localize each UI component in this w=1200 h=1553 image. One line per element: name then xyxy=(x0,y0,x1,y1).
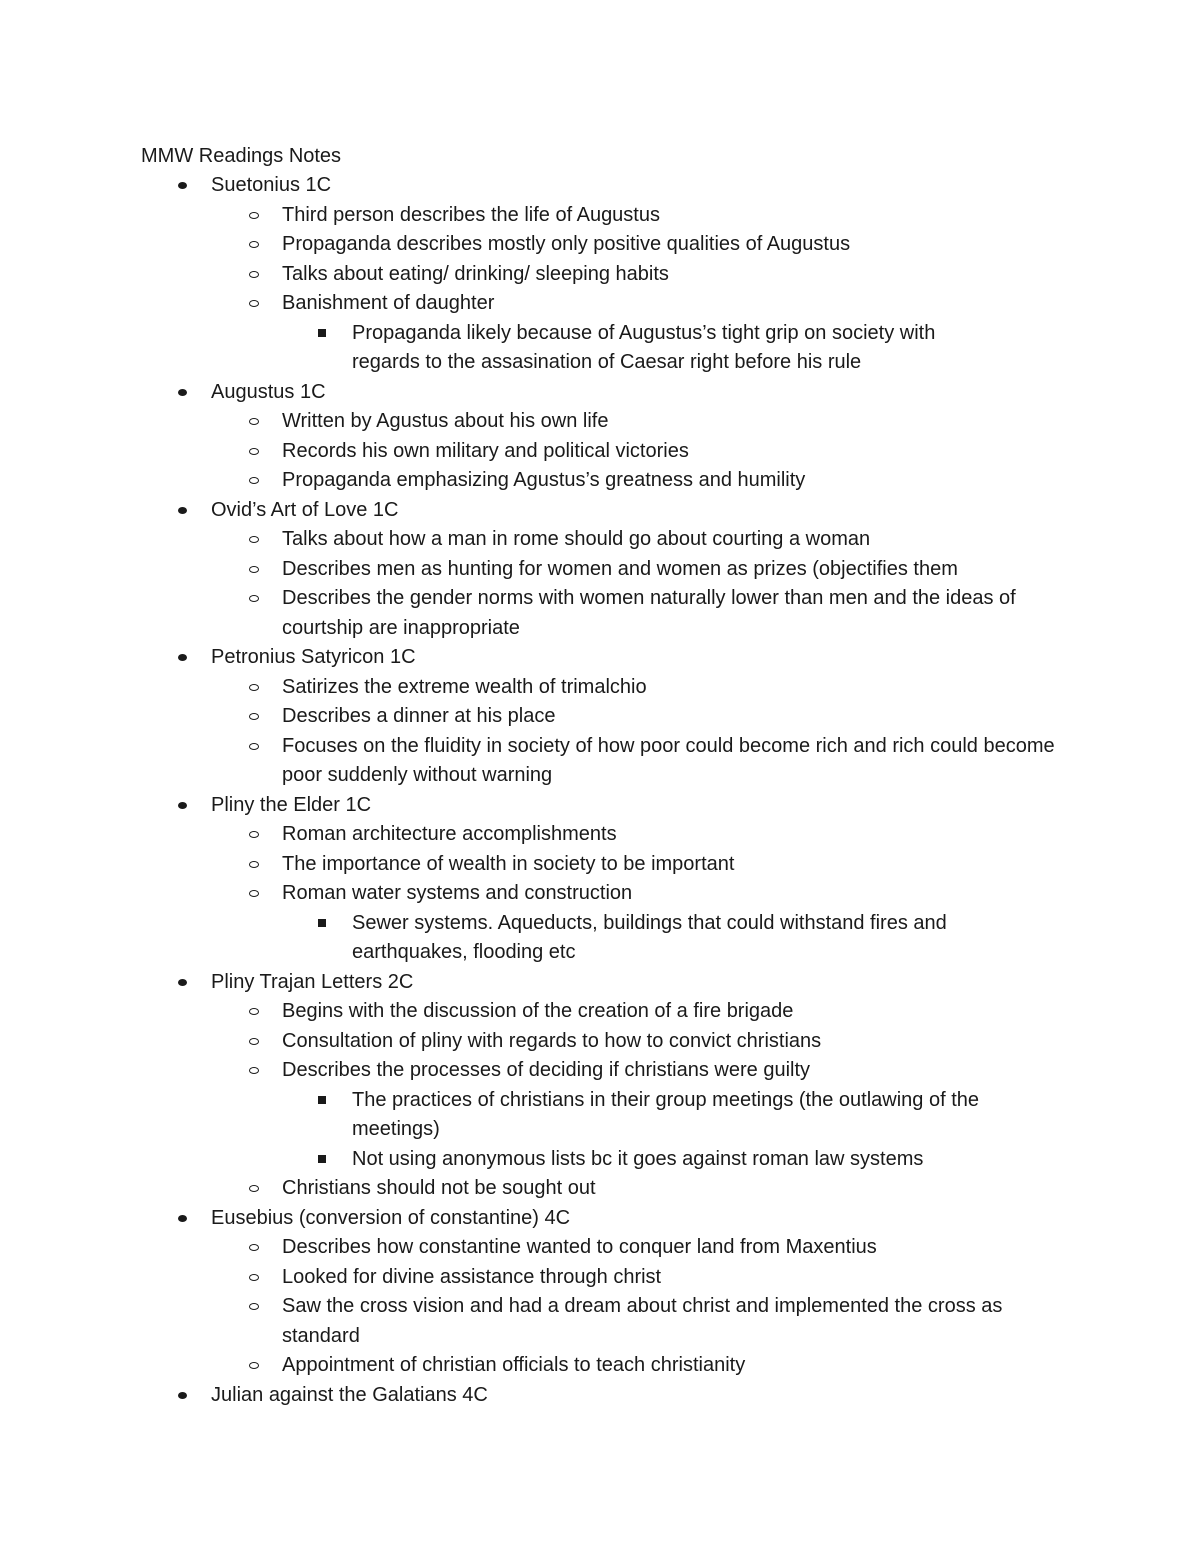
list-item-text: Banishment of daughter xyxy=(282,292,495,314)
list-item-text: Sewer systems. Aqueducts, buildings that could withstand fires and earthquakes, flooding etc xyxy=(352,911,947,963)
hollow-bullet-icon xyxy=(249,1233,259,1263)
list-item-text: Propaganda describes mostly only positive qualities of Augustus xyxy=(282,233,851,255)
filled-bullet-icon xyxy=(178,378,187,408)
list-item xyxy=(0,850,1200,880)
hollow-bullet-icon xyxy=(249,230,259,260)
hollow-bullet-icon xyxy=(249,879,259,909)
list-item-text: Propaganda emphasizing Agustus’s greatness and humility xyxy=(282,469,806,491)
list-item-text: Not using anonymous lists bc it goes against roman law systems xyxy=(352,1147,924,1170)
section-heading xyxy=(0,643,1200,673)
list-item xyxy=(0,879,1200,909)
section-heading xyxy=(0,968,1200,998)
document-title: MMW Readings Notes xyxy=(141,145,342,167)
filled-bullet-icon xyxy=(178,1204,187,1234)
section-heading xyxy=(0,496,1200,526)
list-item xyxy=(0,407,1200,437)
list-item-text: Suetonius 1C xyxy=(211,174,332,196)
list-item-text: Talks about how a man in rome should go about courting a woman xyxy=(282,528,871,550)
list-item-text: Describes the processes of deciding if christians were guilty xyxy=(282,1059,811,1081)
section-heading xyxy=(0,1204,1200,1234)
list-item-text: Talks about eating/ drinking/ sleeping habits xyxy=(282,262,669,285)
list-item xyxy=(0,997,1200,1027)
hollow-bullet-icon xyxy=(249,673,259,703)
hollow-bullet-icon xyxy=(249,850,259,880)
list-item xyxy=(0,1233,1200,1263)
list-item-text: Propaganda likely because of Augustus’s tight grip on society with regards to the assasination of Caesar right before his rule xyxy=(352,321,936,373)
list-item-text: Describes the gender norms with women naturally lower than men and the ideas of courtship are inappropriate xyxy=(282,587,1016,639)
filled-bullet-icon xyxy=(178,1381,187,1411)
hollow-bullet-icon xyxy=(249,260,259,290)
hollow-bullet-icon xyxy=(249,997,259,1027)
list-item xyxy=(0,584,1200,643)
hollow-bullet-icon xyxy=(249,702,259,732)
list-item xyxy=(0,201,1200,231)
sub-list-item xyxy=(0,1086,1200,1145)
list-item-text: Roman architecture accomplishments xyxy=(282,823,617,845)
sub-list-item xyxy=(0,1145,1200,1175)
list-item-text: Describes men as hunting for women and women as prizes (objectifies them xyxy=(282,557,958,580)
list-item xyxy=(0,466,1200,496)
list-item-text: Third person describes the life of Augustus xyxy=(282,203,660,226)
list-item-text: Appointment of christian officials to teach christianity xyxy=(282,1354,746,1376)
section-heading xyxy=(0,378,1200,408)
filled-bullet-icon xyxy=(178,643,187,673)
list-item-text: Christians should not be sought out xyxy=(282,1177,596,1199)
list-item-text: Ovid’s Art of Love 1C xyxy=(211,498,399,521)
list-item-text: Looked for divine assistance through christ xyxy=(282,1265,662,1288)
notes-list xyxy=(0,171,1200,1410)
list-item-text: Eusebius (conversion of constantine) 4C xyxy=(211,1206,571,1229)
square-bullet-icon xyxy=(318,1145,326,1175)
list-item-text: Julian against the Galatians 4C xyxy=(211,1383,488,1406)
filled-bullet-icon xyxy=(178,496,187,526)
list-item-text: Consultation of pliny with regards to how to convict christians xyxy=(282,1029,822,1052)
hollow-bullet-icon xyxy=(249,1027,259,1057)
filled-bullet-icon xyxy=(178,968,187,998)
list-item xyxy=(0,525,1200,555)
list-item-text: Focuses on the fluidity in society of how poor could become rich and rich could become poor suddenly without warning xyxy=(282,734,1055,786)
section-heading xyxy=(0,171,1200,201)
hollow-bullet-icon xyxy=(249,1292,259,1322)
filled-bullet-icon xyxy=(178,171,187,201)
list-item-text: Satirizes the extreme wealth of trimalchio xyxy=(282,675,647,698)
list-item-text: Pliny the Elder 1C xyxy=(211,793,372,816)
list-item-text: Written by Agustus about his own life xyxy=(282,410,609,432)
sub-list-item xyxy=(0,909,1200,968)
list-item-text: Begins with the discussion of the creation of a fire brigade xyxy=(282,1000,794,1022)
hollow-bullet-icon xyxy=(249,1174,259,1204)
list-item xyxy=(0,437,1200,467)
list-item xyxy=(0,1351,1200,1381)
hollow-bullet-icon xyxy=(249,437,259,467)
list-item xyxy=(0,260,1200,290)
list-item-text: Pliny Trajan Letters 2C xyxy=(211,970,414,993)
list-item-text: The practices of christians in their group meetings (the outlawing of the meetings) xyxy=(352,1088,979,1140)
section-heading xyxy=(0,791,1200,821)
list-item-text: The importance of wealth in society to be important xyxy=(282,852,735,875)
hollow-bullet-icon xyxy=(249,1056,259,1086)
hollow-bullet-icon xyxy=(249,820,259,850)
square-bullet-icon xyxy=(318,1086,326,1116)
hollow-bullet-icon xyxy=(249,1263,259,1293)
list-item-text: Records his own military and political victories xyxy=(282,439,689,462)
hollow-bullet-icon xyxy=(249,407,259,437)
square-bullet-icon xyxy=(318,909,326,939)
list-item-text: Describes a dinner at his place xyxy=(282,705,556,727)
section-heading xyxy=(0,1381,1200,1411)
list-item xyxy=(0,1292,1200,1351)
list-item xyxy=(0,289,1200,319)
list-item xyxy=(0,673,1200,703)
filled-bullet-icon xyxy=(178,791,187,821)
list-item xyxy=(0,1027,1200,1057)
hollow-bullet-icon xyxy=(249,466,259,496)
hollow-bullet-icon xyxy=(249,732,259,762)
hollow-bullet-icon xyxy=(249,1351,259,1381)
square-bullet-icon xyxy=(318,319,326,349)
list-item xyxy=(0,732,1200,791)
list-item xyxy=(0,230,1200,260)
hollow-bullet-icon xyxy=(249,201,259,231)
list-item-text: Roman water systems and construction xyxy=(282,882,633,904)
hollow-bullet-icon xyxy=(249,555,259,585)
list-item xyxy=(0,1056,1200,1086)
list-item-text: Petronius Satyricon 1C xyxy=(211,646,416,668)
list-item xyxy=(0,555,1200,585)
list-item-text: Saw the cross vision and had a dream about christ and implemented the cross as standard xyxy=(282,1295,1003,1347)
hollow-bullet-icon xyxy=(249,584,259,614)
list-item-text: Augustus 1C xyxy=(211,380,326,403)
list-item xyxy=(0,1263,1200,1293)
sub-list-item xyxy=(0,319,1200,378)
list-item xyxy=(0,820,1200,850)
hollow-bullet-icon xyxy=(249,289,259,319)
hollow-bullet-icon xyxy=(249,525,259,555)
list-item xyxy=(0,702,1200,732)
list-item xyxy=(0,1174,1200,1204)
list-item-text: Describes how constantine wanted to conquer land from Maxentius xyxy=(282,1236,877,1258)
